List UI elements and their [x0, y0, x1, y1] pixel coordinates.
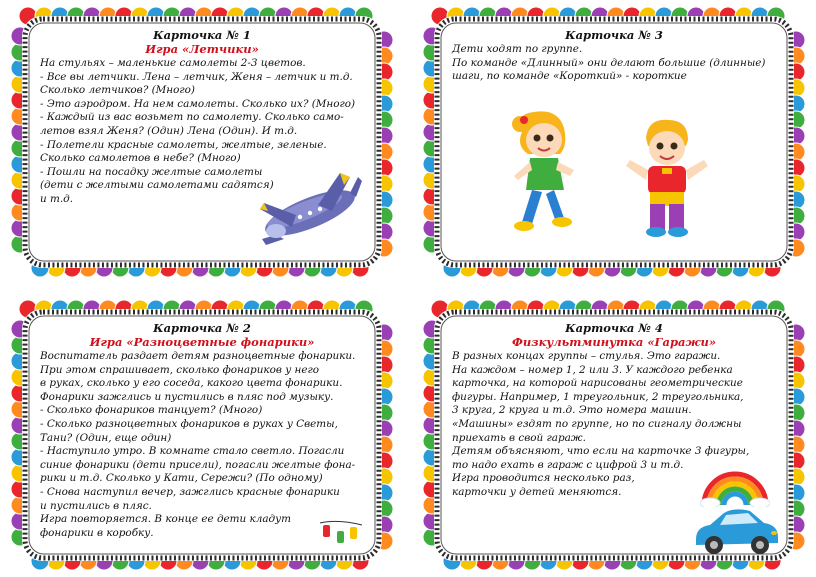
- card-content: [444, 317, 784, 553]
- card-line: - Полетели красные самолеты, желтые, зеленые.: [40, 138, 327, 151]
- card-line: то надо ехать в гараж с цифрой 3 и т.д.: [452, 458, 684, 471]
- card-line: приехать в свой гараж.: [452, 431, 586, 444]
- card-line: шаги, по команде «Короткий» - короткие: [452, 70, 687, 83]
- card-line: 3 круга, 2 круга и т.д. Это номера машин.: [452, 404, 692, 417]
- card-title: Карточка № 1: [153, 28, 251, 42]
- card-line: При этом спрашивает, сколько фонариков у него: [40, 363, 320, 376]
- card-line: карточка, на которой нарисованы геометрические: [452, 377, 743, 390]
- card-line: - Пошли на посадку желтые самолеты: [40, 165, 263, 178]
- card-line: Тани? (Один, еще один): [40, 431, 172, 444]
- card-line: - Сколько фонариков танцует? (Много): [40, 404, 263, 417]
- card-title: Карточка № 3: [565, 28, 663, 42]
- lanterns-icon: [318, 517, 364, 551]
- card-line: и т.д.: [40, 192, 74, 205]
- card-1: [8, 4, 396, 280]
- card-line: Воспитатель раздает детям разноцветные фонарики.: [40, 350, 356, 362]
- card-line: - Каждый из вас возьмет по самолету. Сколько само-: [40, 111, 344, 124]
- rainbow-icon: [700, 467, 770, 507]
- airplane-icon: [254, 169, 364, 247]
- card-line: летов взял Женя? (Один) Лена (Один). И т.д.: [40, 124, 298, 137]
- card-content: [32, 24, 372, 260]
- card-line: - Сколько разноцветных фонариков в руках у Светы,: [40, 417, 338, 430]
- card-line: Сколько летчиков? (Много): [40, 84, 195, 97]
- card-line: фигуры. Например, 1 треугольник, 2 треугольника,: [452, 390, 744, 403]
- card-line: - Это аэродром. На нем самолеты. Сколько их? (Много): [40, 97, 356, 110]
- card-line: рики и т.д. Сколько у Кати, Сережи? (По одному): [40, 472, 323, 485]
- card-3: [420, 4, 808, 280]
- card-line: «Машины» ездят по группе, но по сигналу должны: [452, 417, 742, 430]
- card-line: Фонарики зажглись и пустились в пляс под музыку.: [40, 390, 334, 403]
- walking-girl-icon: [508, 106, 584, 236]
- card-line: синие фонарики (дети присели), погасли желтые фона-: [40, 458, 356, 471]
- standing-boy-icon: [624, 116, 710, 238]
- card-body: [40, 350, 366, 540]
- card-line: На каждом – номер 1, 2 или 3. У каждого ребенка: [452, 363, 733, 376]
- card-body: [452, 43, 778, 84]
- card-line: По команде «Длинный» они делают большие (длинные): [452, 56, 766, 69]
- card-content: [444, 24, 784, 260]
- card-line: Игра повторяется. В конце ее дети кладут: [40, 513, 292, 526]
- card-line: - Снова наступил вечер, зажглись красные фонарики: [40, 485, 340, 498]
- card-subtitle: Игра «Летчики»: [145, 42, 259, 56]
- card-line: Дети ходят по группе.: [452, 43, 583, 55]
- car-icon: [690, 505, 782, 557]
- card-line: В разных концах группы – стулья. Это гаражи.: [452, 350, 721, 362]
- card-title: Карточка № 2: [153, 321, 251, 335]
- card-line: Детям объясняют, что если на карточке 3 фигуры,: [452, 445, 750, 458]
- card-title: Карточка № 4: [565, 321, 663, 335]
- card-4: [420, 297, 808, 573]
- card-subtitle: Игра «Разноцветные фонарики»: [89, 335, 315, 349]
- card-line: и пустились в пляс.: [40, 499, 152, 512]
- card-line: Игра проводится несколько раз,: [452, 472, 635, 485]
- card-line: - Наступило утро. В комнате стало светло. Погасли: [40, 445, 345, 458]
- card-line: карточки у детей меняются.: [452, 485, 622, 498]
- card-line: в руках, сколько у его соседа, какого цвета фонарики.: [40, 377, 343, 390]
- card-content: [32, 317, 372, 553]
- card-line: Сколько самолетов в небе? (Много): [40, 152, 241, 165]
- card-line: (дети с желтыми самолетами садятся): [40, 179, 274, 192]
- card-2: [8, 297, 396, 573]
- card-line: - Все вы летчики. Лена – летчик, Женя – летчик и т.д.: [40, 70, 353, 83]
- card-line: фонарики в коробку.: [40, 526, 154, 539]
- card-line: На стульях – маленькие самолеты 2-3 цветов.: [40, 57, 306, 69]
- card-subtitle: Физкультминутка «Гаражи»: [511, 335, 717, 349]
